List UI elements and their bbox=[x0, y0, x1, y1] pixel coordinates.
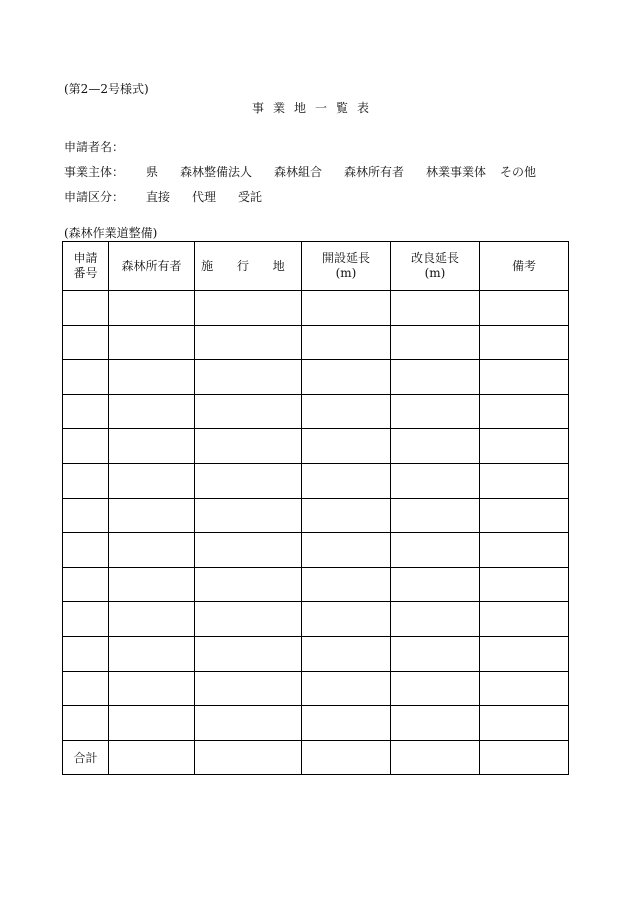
cell-improved-length bbox=[391, 498, 480, 533]
header-new-length-line1: 開設延長 bbox=[321, 251, 370, 265]
cell-new-length bbox=[302, 429, 391, 464]
table-row bbox=[63, 602, 569, 637]
cell-owner bbox=[109, 602, 195, 637]
cell-number bbox=[63, 291, 109, 326]
cell-new-length bbox=[302, 394, 391, 429]
cell-improved-length bbox=[391, 706, 480, 741]
cell-site bbox=[195, 706, 302, 741]
form-number: (第2—2号様式) bbox=[64, 82, 149, 96]
cell-remarks bbox=[480, 706, 569, 741]
total-cell-new-length bbox=[302, 740, 391, 775]
header-new-length bbox=[302, 242, 391, 291]
table-row bbox=[63, 533, 569, 568]
table-row bbox=[63, 325, 569, 360]
worksite-table bbox=[62, 241, 569, 775]
cell-new-length bbox=[302, 602, 391, 637]
cell-number bbox=[63, 671, 109, 706]
application-type-row bbox=[64, 188, 263, 205]
cell-site bbox=[195, 533, 302, 568]
type-option-agent: 代理 bbox=[192, 190, 217, 204]
table-header-row bbox=[63, 242, 569, 291]
entity-option-prefecture: 県 bbox=[146, 165, 159, 179]
header-application-number bbox=[63, 242, 109, 291]
cell-new-length bbox=[302, 671, 391, 706]
cell-site bbox=[195, 602, 302, 637]
cell-remarks bbox=[480, 636, 569, 671]
table-body bbox=[63, 291, 569, 775]
header-improved-length-line1: 改良延長 bbox=[410, 251, 459, 265]
total-cell-site bbox=[195, 740, 302, 775]
header-work-site-label: 施 行 地 bbox=[201, 258, 295, 273]
entity-option-forestry-business: 林業事業体 bbox=[426, 165, 487, 179]
cell-remarks bbox=[480, 567, 569, 602]
cell-new-length bbox=[302, 567, 391, 602]
cell-new-length bbox=[302, 706, 391, 741]
cell-owner bbox=[109, 636, 195, 671]
cell-number bbox=[63, 360, 109, 395]
application-type-label: 申請区分： bbox=[64, 190, 125, 204]
cell-owner bbox=[109, 291, 195, 326]
cell-number bbox=[63, 636, 109, 671]
total-label: 合計 bbox=[63, 740, 109, 775]
cell-number bbox=[63, 429, 109, 464]
header-number-line2: 番号 bbox=[73, 266, 98, 280]
business-entity-label: 事業主体： bbox=[64, 165, 125, 179]
total-cell-owner bbox=[109, 740, 195, 775]
table-row bbox=[63, 706, 569, 741]
type-option-direct: 直接 bbox=[146, 190, 171, 204]
cell-number bbox=[63, 602, 109, 637]
table-row bbox=[63, 429, 569, 464]
cell-improved-length bbox=[391, 325, 480, 360]
cell-remarks bbox=[480, 325, 569, 360]
type-option-consigned: 受託 bbox=[238, 190, 263, 204]
cell-remarks bbox=[480, 429, 569, 464]
header-number-line1: 申請 bbox=[73, 251, 98, 265]
header-improved-length bbox=[391, 242, 480, 291]
table-row bbox=[63, 498, 569, 533]
cell-owner bbox=[109, 498, 195, 533]
cell-new-length bbox=[302, 325, 391, 360]
business-entity-row bbox=[64, 163, 537, 180]
cell-owner bbox=[109, 325, 195, 360]
cell-new-length bbox=[302, 636, 391, 671]
cell-owner bbox=[109, 360, 195, 395]
cell-improved-length bbox=[391, 463, 480, 498]
cell-remarks bbox=[480, 291, 569, 326]
cell-new-length bbox=[302, 360, 391, 395]
cell-owner bbox=[109, 463, 195, 498]
cell-site bbox=[195, 671, 302, 706]
cell-owner bbox=[109, 533, 195, 568]
cell-number bbox=[63, 533, 109, 568]
cell-remarks bbox=[480, 533, 569, 568]
cell-improved-length bbox=[391, 429, 480, 464]
document-title: 事業地一覧表 bbox=[251, 101, 378, 115]
table-row bbox=[63, 671, 569, 706]
cell-new-length bbox=[302, 533, 391, 568]
cell-improved-length bbox=[391, 360, 480, 395]
section-title: (森林作業道整備) bbox=[64, 226, 158, 240]
cell-number bbox=[63, 498, 109, 533]
table-row bbox=[63, 291, 569, 326]
cell-owner bbox=[109, 567, 195, 602]
table-row bbox=[63, 360, 569, 395]
header-forest-owner: 森林所有者 bbox=[109, 242, 195, 291]
cell-number bbox=[63, 567, 109, 602]
entity-option-other: その他 bbox=[500, 165, 537, 179]
cell-improved-length bbox=[391, 291, 480, 326]
cell-improved-length bbox=[391, 602, 480, 637]
cell-site bbox=[195, 360, 302, 395]
cell-improved-length bbox=[391, 636, 480, 671]
cell-remarks bbox=[480, 671, 569, 706]
applicant-name-label: 申請者名： bbox=[64, 140, 125, 154]
cell-new-length bbox=[302, 291, 391, 326]
header-improved-length-unit: (m) bbox=[424, 266, 446, 280]
cell-remarks bbox=[480, 463, 569, 498]
cell-site bbox=[195, 567, 302, 602]
table-row bbox=[63, 394, 569, 429]
cell-remarks bbox=[480, 498, 569, 533]
header-new-length-unit: (m) bbox=[335, 266, 357, 280]
cell-remarks bbox=[480, 360, 569, 395]
header-work-site bbox=[195, 242, 302, 291]
cell-number bbox=[63, 463, 109, 498]
table-row bbox=[63, 567, 569, 602]
cell-remarks bbox=[480, 394, 569, 429]
cell-improved-length bbox=[391, 671, 480, 706]
table-row bbox=[63, 463, 569, 498]
cell-improved-length bbox=[391, 567, 480, 602]
header-remarks: 備考 bbox=[480, 242, 569, 291]
cell-site bbox=[195, 636, 302, 671]
total-cell-improved-length bbox=[391, 740, 480, 775]
total-cell-remarks bbox=[480, 740, 569, 775]
cell-remarks bbox=[480, 602, 569, 637]
cell-site bbox=[195, 325, 302, 360]
cell-owner bbox=[109, 671, 195, 706]
entity-option-forest-corp: 森林整備法人 bbox=[180, 165, 253, 179]
cell-site bbox=[195, 463, 302, 498]
cell-number bbox=[63, 706, 109, 741]
table-row bbox=[63, 636, 569, 671]
cell-improved-length bbox=[391, 394, 480, 429]
cell-owner bbox=[109, 706, 195, 741]
cell-site bbox=[195, 498, 302, 533]
entity-option-forest-owner: 森林所有者 bbox=[344, 165, 405, 179]
entity-option-forest-union: 森林組合 bbox=[274, 165, 323, 179]
cell-site bbox=[195, 394, 302, 429]
cell-owner bbox=[109, 429, 195, 464]
cell-number bbox=[63, 394, 109, 429]
cell-new-length bbox=[302, 498, 391, 533]
cell-site bbox=[195, 429, 302, 464]
cell-owner bbox=[109, 394, 195, 429]
cell-new-length bbox=[302, 463, 391, 498]
cell-site bbox=[195, 291, 302, 326]
cell-number bbox=[63, 325, 109, 360]
cell-improved-length bbox=[391, 533, 480, 568]
total-row bbox=[63, 740, 569, 775]
